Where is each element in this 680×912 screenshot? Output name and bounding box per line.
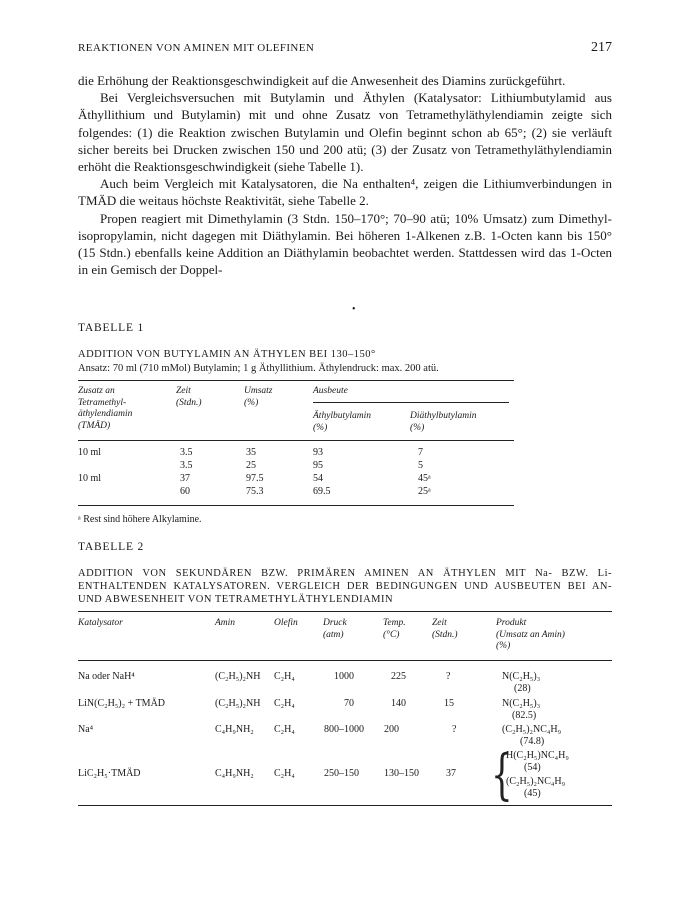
t1-cell-zeit: 3.5: [180, 447, 193, 458]
paragraph-4: Propen reagiert mit Dimethylamin (3 Stdn. 150–170°; 70–90 atü; 10% Umsatz) zum Dimethyl-isopropylamin, nicht dagegen mit Diäthylamin. Bei höheren 1-Alkenen z.B. 1-Octen kann bis 150° (15 Stdn.) ebenfalls keine Addition an Diäthylamin beobachtet werden. Stattdessen wird das 1-Octen in ein Gemisch der Doppel-: [78, 210, 612, 278]
t2-cell-olefin: C₂H₄: [274, 724, 295, 735]
t2-cell-olefin: C₂H₄: [274, 671, 295, 682]
t1-cell-umsatz: 25: [246, 460, 256, 471]
t1-cell-umsatz: 75.3: [246, 486, 264, 497]
table1-header-diaethylbutylamin: Diäthylbutylamin (%): [410, 411, 477, 433]
t2-cell-druck: 800–1000: [324, 724, 364, 735]
table1-header-zeit: Zeit (Stdn.): [176, 386, 202, 408]
t2-cell-amin: (C₂H₅)₂NH: [215, 671, 261, 682]
t2-cell-zeit: ?: [446, 671, 451, 682]
t2-cell-temp: 140: [391, 698, 406, 709]
t2-cell-katalysator: Na oder NaH⁴: [78, 671, 135, 682]
t2-cell-temp: 200: [384, 724, 399, 735]
t1-cell-aeb: 95: [313, 460, 323, 471]
table2-header-rule: [78, 660, 612, 661]
table2-header-olefin: Olefin: [274, 618, 298, 628]
t1-cell-umsatz: 97.5: [246, 473, 264, 484]
t1-cell-tmad: 10 ml: [78, 447, 102, 458]
table2-top-rule: [78, 611, 612, 612]
t2-cell-temp: 130–150: [384, 768, 419, 779]
t2-cell-umsatz: (54): [524, 762, 541, 773]
t1-cell-zeit: 37: [180, 473, 190, 484]
table2-label: TABELLE 2: [78, 541, 145, 553]
left-brace: {: [491, 743, 513, 808]
table1-header-aethylbutylamin: Äthylbutylamin (%): [313, 411, 372, 433]
t1-cell-aeb: 54: [313, 473, 323, 484]
t2-cell-druck: 70: [344, 698, 354, 709]
t2-cell-produkt: H(C₂H₅)NC₄H₉: [506, 750, 569, 761]
t2-cell-produkt: (C₂H₅)₂NC₄H₉: [502, 724, 562, 735]
t2-cell-zeit: 15: [444, 698, 454, 709]
t2-cell-amin: (C₂H₅)₂NH: [215, 698, 261, 709]
table2-header-zeit: Zeit (Stdn.): [432, 618, 458, 640]
table1-bottom-rule: [78, 505, 514, 506]
t2-cell-druck: 250–150: [324, 768, 359, 779]
paragraph-3: Auch beim Vergleich mit Katalysatoren, die Na enthalten⁴, zeigen die Lithiumverbindungen in TMÄD die weitaus höchste Reaktivität, siehe Tabelle 2.: [78, 176, 612, 209]
table2-bottom-rule: [78, 805, 612, 806]
table1-title: ADDITION VON BUTYLAMIN AN ÄTHYLEN BEI 130–150°: [78, 349, 376, 360]
table1-footnote: ᵃ Rest sind höhere Alkylamine.: [78, 514, 202, 525]
t2-cell-amin: C₄H₉NH₂: [215, 768, 254, 779]
table2-header-amin: Amin: [215, 618, 236, 628]
t2-cell-druck: 1000: [334, 671, 354, 682]
t2-cell-zeit: ?: [452, 724, 457, 735]
t1-cell-deb: 7: [418, 447, 423, 458]
t2-cell-produkt: (C₂H₅)₂NC₄H₉: [506, 776, 566, 787]
table1-header-tmad: Zusatz an Tetramethyl- äthylendiamin (TMÄD): [78, 386, 133, 431]
table2-header-temp: Temp. (°C): [383, 618, 406, 640]
t1-cell-deb: 5: [418, 460, 423, 471]
t2-cell-umsatz: (82.5): [512, 710, 537, 721]
body-text: [78, 72, 612, 278]
paragraph-2: Bei Vergleichsversuchen mit Butylamin und Äthylen (Katalysator: Lithiumbutylamid aus Äthyllithium und Butylamin) mit und ohne Zusatz von Tetramethyläthylendiamin zeigte sich folgendes: (1) die Reaktion zwischen Butylamin und Olefin beginnt schon ab 65°; (2) sie verläuft sicher bereits bei Drucken zwischen 150 und 200 atü; (3) der Zusatz von Tetramethyläthylendiamin erhöht die Reaktionsgeschwindigkeit (siehe Tabelle 1).: [78, 90, 612, 175]
t2-cell-umsatz: (28): [514, 683, 531, 694]
t2-cell-katalysator: LiC₂H₅·TMÄD: [78, 768, 141, 779]
t2-cell-zeit: 37: [446, 768, 456, 779]
stray-mark: •: [352, 304, 356, 315]
t1-cell-umsatz: 35: [246, 447, 256, 458]
page-number: 217: [591, 40, 612, 55]
table2-header-produkt: Produkt (Umsatz an Amin) (%): [496, 618, 565, 651]
table1-label: TABELLE 1: [78, 322, 145, 334]
table1-subtitle: Ansatz: 70 ml (710 mMol) Butylamin; 1 g Äthyllithium. Äthylendruck: max. 200 atü.: [78, 363, 439, 374]
table2-header-druck: Druck (atm): [323, 618, 347, 640]
t2-cell-produkt: N(C₂H₅)₃: [502, 698, 541, 709]
t1-cell-tmad: 10 ml: [78, 473, 102, 484]
t1-cell-deb: 25ᵃ: [418, 486, 431, 497]
running-title: REAKTIONEN VON AMINEN MIT OLEFINEN: [78, 42, 315, 54]
t2-cell-amin: C₄H₉NH₂: [215, 724, 254, 735]
table1-subheader-rule: [313, 402, 509, 403]
t2-cell-katalysator: LiN(C₂H₅)₂ + TMÄD: [78, 698, 166, 709]
t2-cell-umsatz: (45): [524, 788, 541, 799]
t1-cell-zeit: 3.5: [180, 460, 193, 471]
table2-title: ADDITION VON SEKUNDÄREN BZW. PRIMÄREN AMINEN AN ÄTHYLEN MIT Na- BZW. Li-ENTHALTENDEN KATALYSATOREN. VERGLEICH DER BEDINGUNGEN UND AUSBEUTEN BEI AN- UND ABWESENHEIT VON TETRAMETHYLÄTHYLENDIAMIN: [78, 568, 612, 605]
running-header: [78, 40, 612, 60]
t2-cell-olefin: C₂H₄: [274, 768, 295, 779]
table1-top-rule: [78, 380, 514, 381]
paragraph-1: die Erhöhung der Reaktionsgeschwindigkeit auf die Anwesenheit des Diamins zurückgeführt.: [78, 73, 566, 88]
table1-header-umsatz: Umsatz (%): [244, 386, 273, 408]
t2-cell-olefin: C₂H₄: [274, 698, 295, 709]
t1-cell-aeb: 69.5: [313, 486, 331, 497]
table1-header-rule: [78, 440, 514, 441]
t2-cell-produkt: N(C₂H₅)₃: [502, 671, 541, 682]
t1-cell-aeb: 93: [313, 447, 323, 458]
t1-cell-deb: 45ᵃ: [418, 473, 431, 484]
t2-cell-katalysator: Na⁴: [78, 724, 94, 735]
t2-cell-temp: 225: [391, 671, 406, 682]
table2-header-katalysator: Katalysator: [78, 618, 123, 628]
table1-header-ausbeute: Ausbeute: [313, 386, 348, 396]
t2-cell-umsatz: (74.8): [520, 736, 545, 747]
t1-cell-zeit: 60: [180, 486, 190, 497]
